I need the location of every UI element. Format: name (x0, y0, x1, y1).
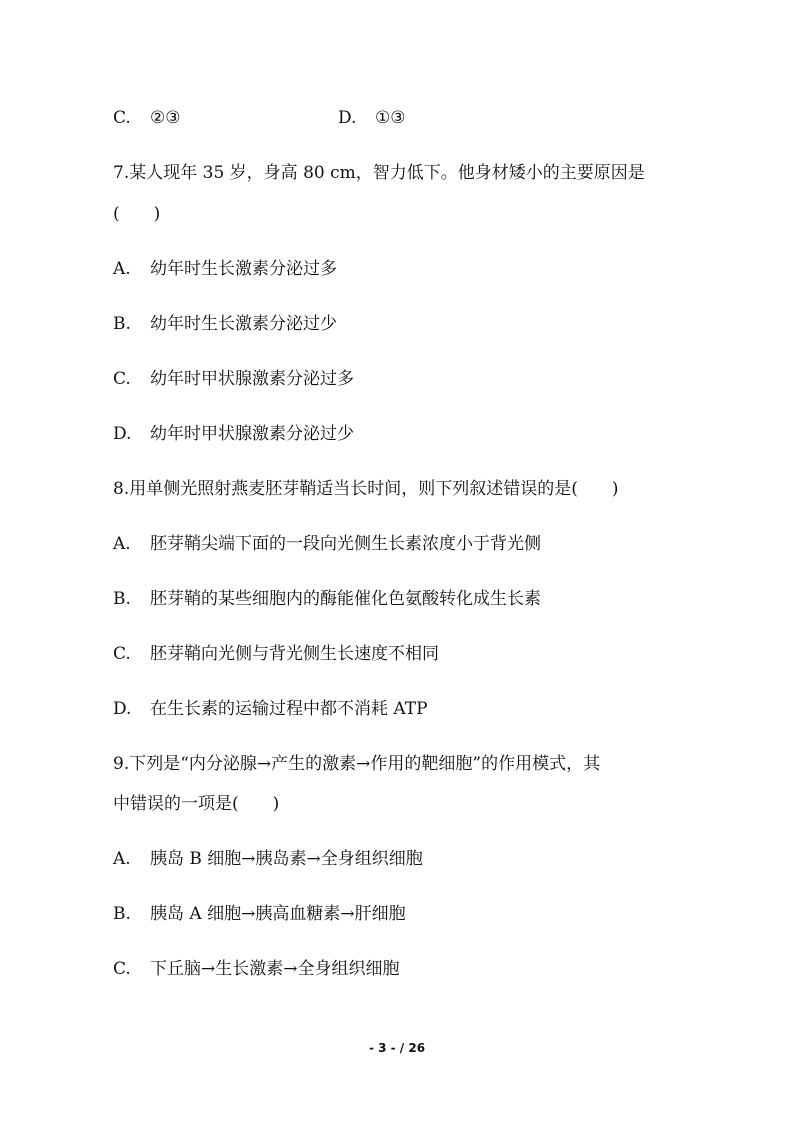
option-letter: C. (113, 644, 131, 664)
option-letter: B. (113, 904, 131, 924)
option-text: 在生长素的运输过程中都不消耗 ATP (150, 699, 428, 719)
option-letter: A. (113, 534, 131, 554)
option-text: ②③ (150, 108, 181, 128)
question-7-option-d (113, 424, 354, 444)
option-text: 下丘脑→生长激素→全身组织细胞 (150, 959, 400, 979)
option-text: 幼年时生长激素分泌过多 (150, 259, 337, 279)
option-text: 胚芽鞘向光侧与背光侧生长速度不相同 (150, 644, 439, 664)
option-text: 幼年时生长激素分泌过少 (150, 314, 337, 334)
option-letter: D. (113, 424, 132, 444)
question-9-option-c (113, 959, 400, 979)
option-letter: C. (113, 959, 131, 979)
options-row-cd (113, 108, 406, 128)
option-text: 幼年时甲状腺激素分泌过少 (150, 424, 354, 444)
option-letter: A. (113, 849, 131, 869)
option-d (338, 108, 405, 128)
option-letter: D. (113, 699, 132, 719)
question-7-option-c (113, 369, 354, 389)
question-7-stem-line2: ( ) (113, 204, 161, 224)
option-text: 幼年时甲状腺激素分泌过多 (150, 369, 354, 389)
question-8-option-d (113, 699, 428, 719)
question-9-stem-line2: 中错误的一项是( ) (113, 794, 280, 814)
question-7-option-b (113, 314, 337, 334)
question-8-option-b (113, 589, 541, 609)
question-9-option-a (113, 849, 423, 869)
question-9-option-b (113, 904, 406, 924)
option-text: 胚芽鞘的某些细胞内的酶能催化色氨酸转化成生长素 (150, 589, 541, 609)
question-7-stem-line1: 7.某人现年 35 岁，身高 80 cm，智力低下。他身材矮小的主要原因是 (113, 163, 645, 183)
question-9-stem-line1: 9.下列是“内分泌腺→产生的激素→作用的靶细胞”的作用模式，其 (113, 754, 601, 774)
option-letter: B. (113, 589, 131, 609)
question-7-option-a (113, 259, 337, 279)
option-letter: B. (113, 314, 131, 334)
question-8-option-a (113, 534, 541, 554)
question-8-stem-line1: 8.用单侧光照射燕麦胚芽鞘适当长时间，则下列叙述错误的是( ) (113, 479, 619, 499)
option-text: 胚芽鞘尖端下面的一段向光侧生长素浓度小于背光侧 (150, 534, 541, 554)
option-letter: D. (338, 108, 357, 128)
option-c (113, 108, 180, 128)
option-text: 胰岛 A 细胞→胰高血糖素→肝细胞 (150, 904, 406, 924)
option-letter: A. (113, 259, 131, 279)
option-letter: C. (113, 369, 131, 389)
option-text: ①③ (375, 108, 406, 128)
option-text: 胰岛 B 细胞→胰岛素→全身组织细胞 (150, 849, 423, 869)
page-number: - 3 - / 26 (368, 1041, 426, 1055)
question-8-option-c (113, 644, 439, 664)
option-letter: C. (113, 108, 131, 128)
